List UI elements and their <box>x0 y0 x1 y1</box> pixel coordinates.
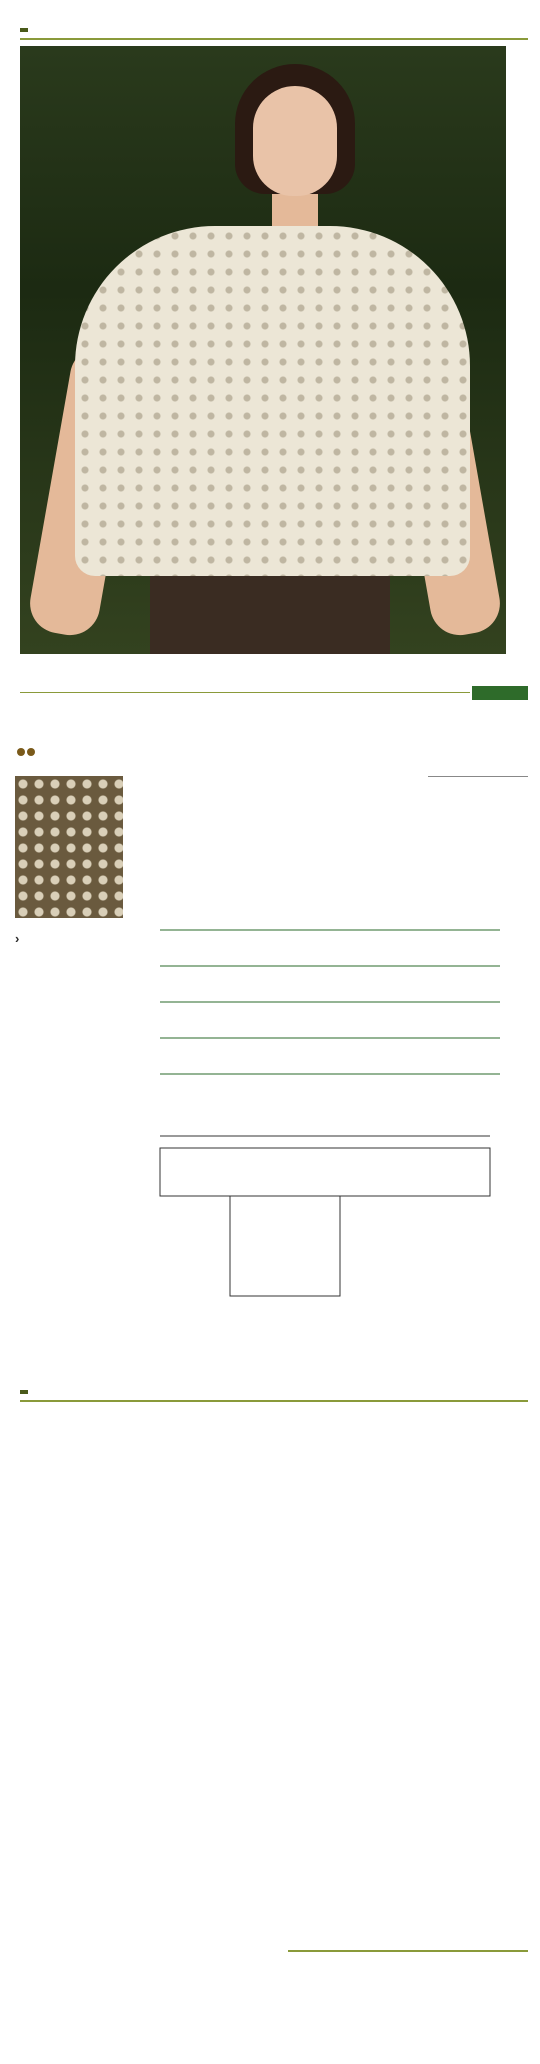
page-46 <box>0 1370 540 2064</box>
middle-column <box>148 776 278 781</box>
level-dot-icon <box>17 748 25 756</box>
materiales-heading <box>15 931 19 946</box>
page-number <box>20 28 28 32</box>
hilados-utilizados <box>288 1950 528 1955</box>
level-dot-icon <box>27 748 35 756</box>
chevron-right-icon: › <box>15 931 20 946</box>
page-number <box>20 1390 28 1394</box>
page-header <box>20 22 528 40</box>
page-45 <box>0 686 540 1352</box>
page-number <box>472 686 528 700</box>
crochet-sweater <box>75 226 470 576</box>
referencias-heading <box>428 776 528 777</box>
page-44 <box>0 0 540 668</box>
face <box>253 86 337 196</box>
left-column <box>15 952 123 958</box>
swatch-photo <box>15 776 123 918</box>
crochet-chart-2 <box>30 1428 450 1798</box>
model-photo <box>20 46 506 654</box>
nivel-label <box>15 746 35 756</box>
page-header <box>20 1384 528 1402</box>
skirt <box>150 576 390 654</box>
garment-schematic <box>150 1126 510 1326</box>
referencias <box>428 776 528 779</box>
crochet-chart-1 <box>160 914 510 1114</box>
